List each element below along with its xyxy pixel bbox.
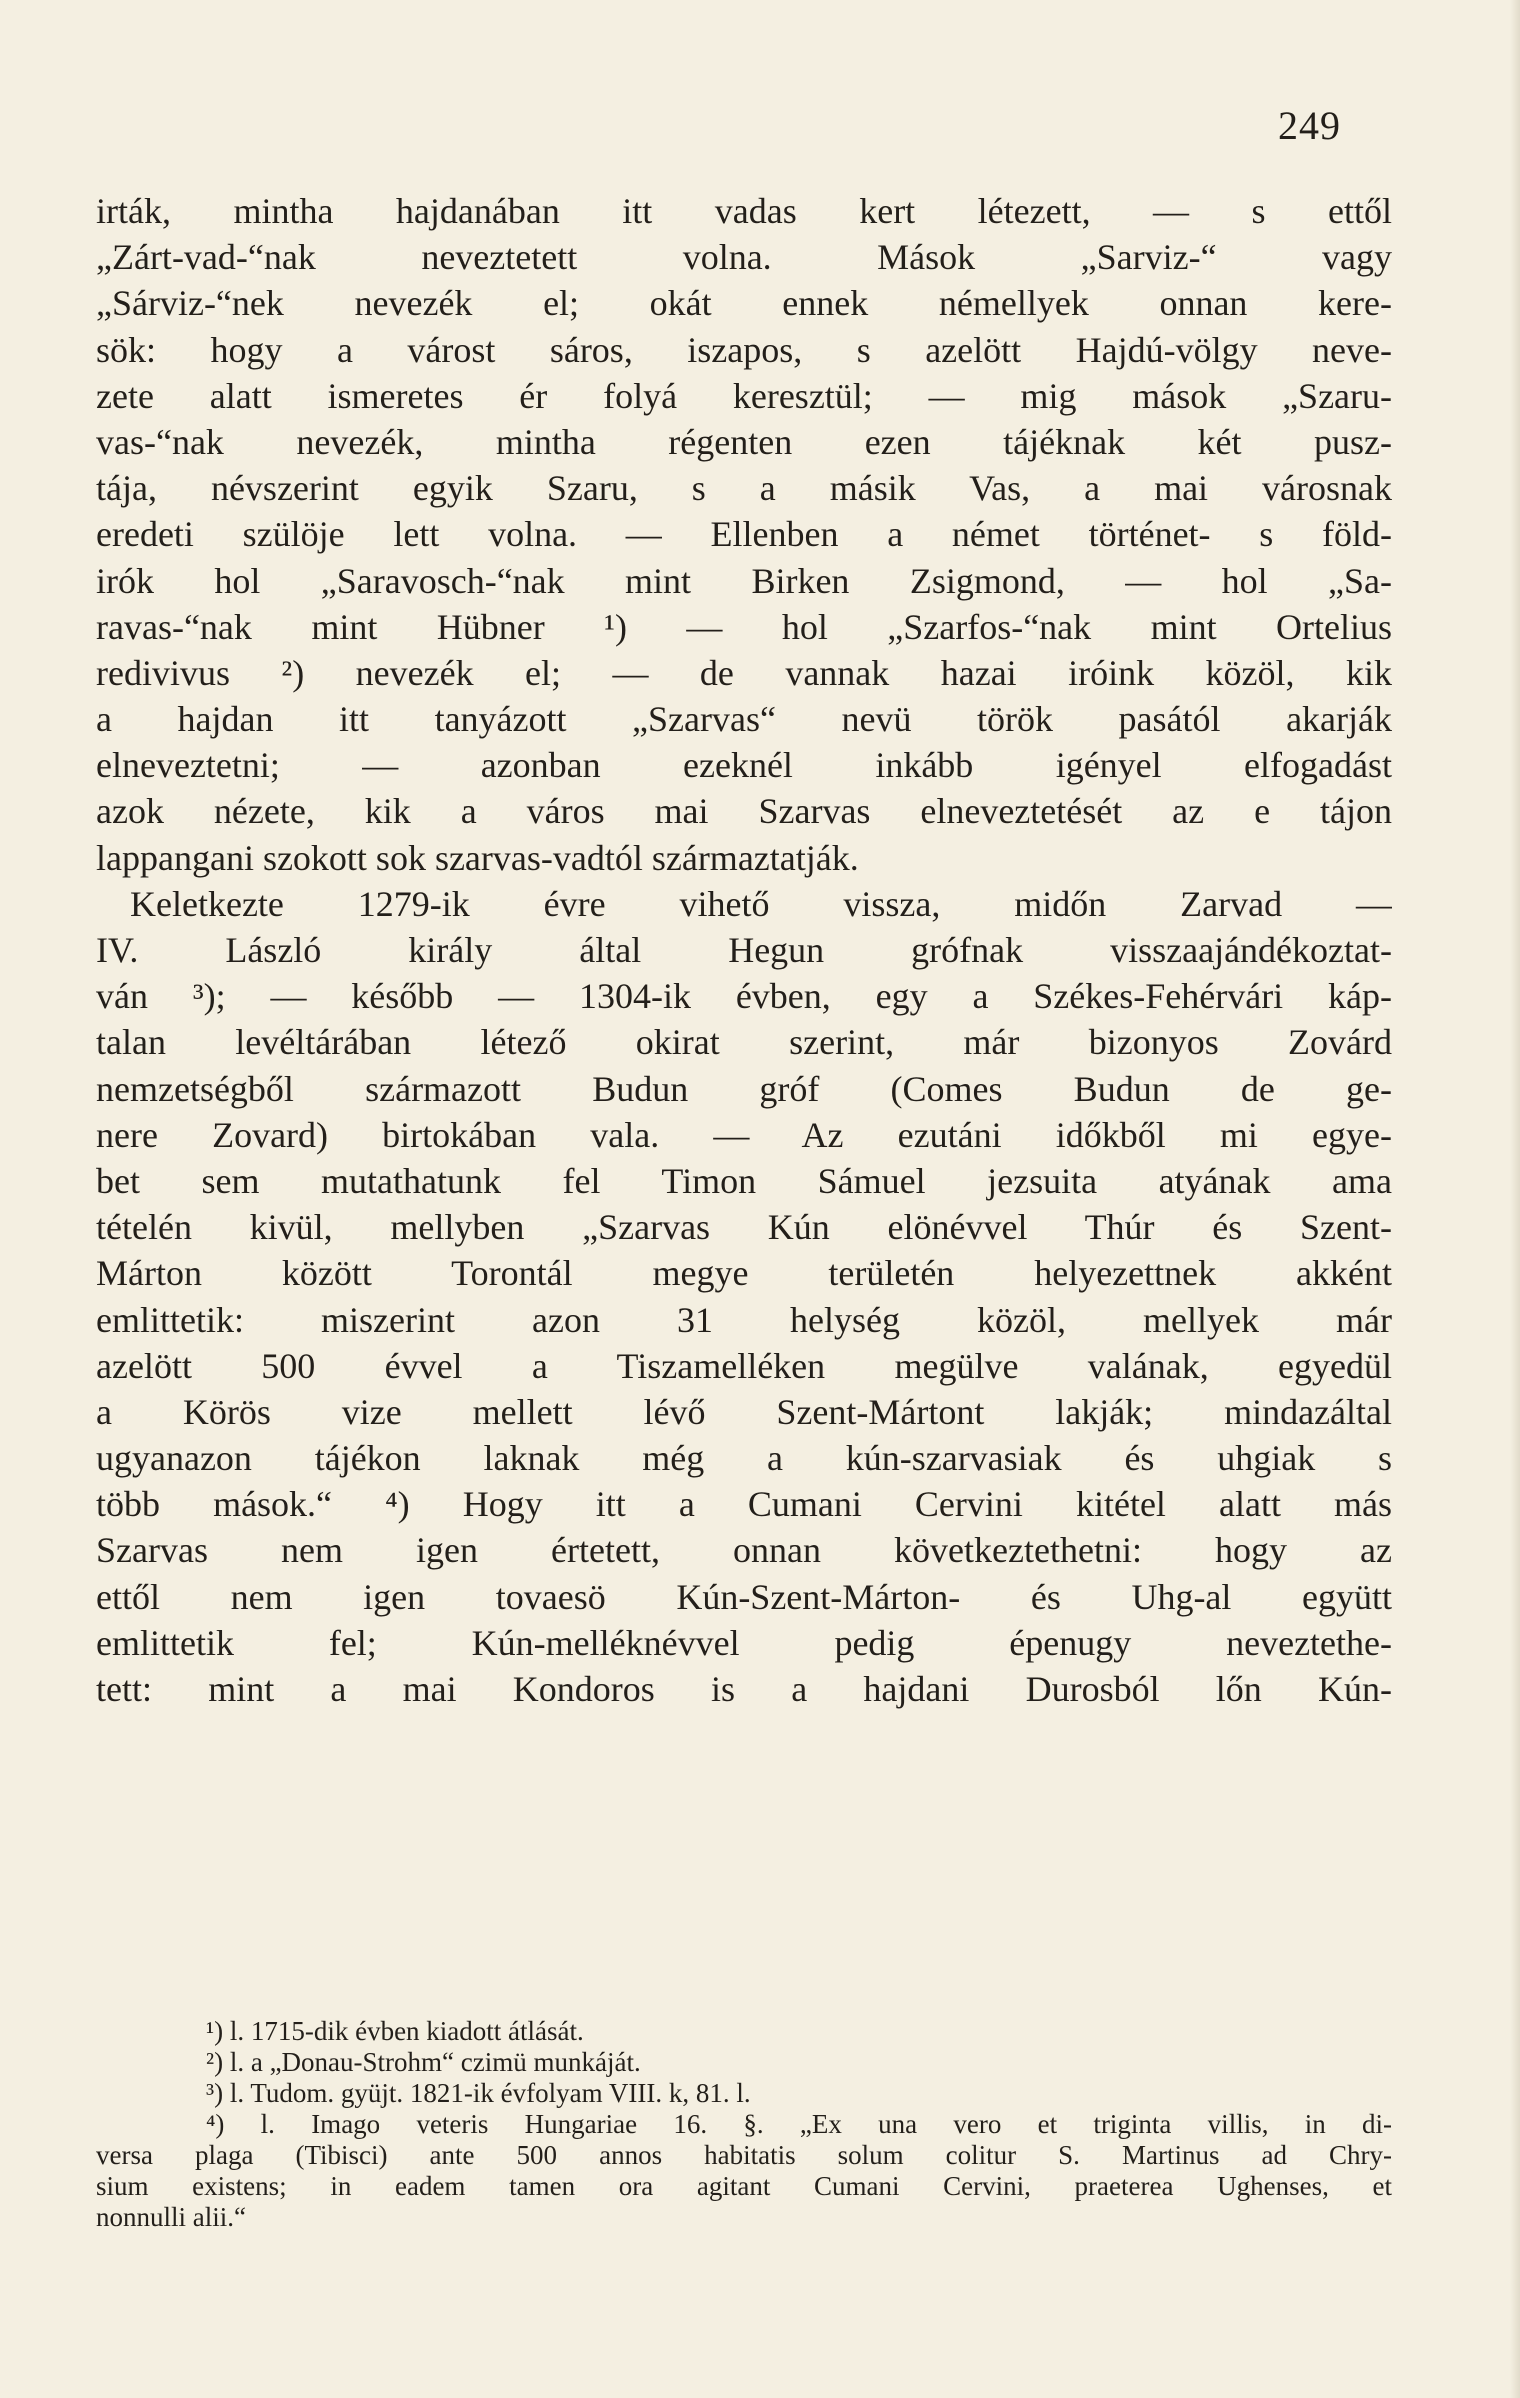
text-line: több mások.“ ⁴) Hogy itt a Cumani Cervini kitétel alatt más: [96, 1484, 1392, 1525]
text-line: emlittetik fel; Kún-melléknévvel pedig épenugy neveztethe-: [96, 1622, 1392, 1663]
text-line: talan levéltárában létező okirat szerint, már bizonyos Zovárd: [96, 1022, 1392, 1063]
text-line: eredeti szülöje lett volna. — Ellenben a német történet- s föld-: [96, 514, 1392, 555]
text-line: Márton között Torontál megye területén helyezettnek akként: [96, 1253, 1392, 1294]
text-line: tett: mint a mai Kondoros is a hajdani Durosból lőn Kún-: [96, 1669, 1392, 1709]
text-line: tételén kivül, mellyben „Szarvas Kún elönévvel Thúr és Szent-: [96, 1207, 1392, 1248]
footnote-1: ¹) l. 1715-dik évben kiadott átlását.: [206, 2016, 584, 2046]
text-line: emlittetik: miszerint azon 31 helység közöl, mellyek már: [96, 1299, 1392, 1340]
text-line: irók hol „Saravosch-“nak mint Birken Zsigmond, — hol „Sa-: [96, 560, 1392, 601]
text-line: a Körös vize mellett lévő Szent-Mártont lakják; mindazáltal: [96, 1391, 1392, 1432]
text-line: vas-“nak nevezék, mintha régenten ezen tájéknak két pusz-: [96, 421, 1392, 462]
text-line: tája, névszerint egyik Szaru, s a másik Vas, a mai városnak: [96, 468, 1392, 509]
text-line: ravas-“nak mint Hübner ¹) — hol „Szarfos-“nak mint Ortelius: [96, 606, 1392, 647]
text-line: „Sárviz-“nek nevezék el; okát ennek némellyek onnan kere-: [96, 283, 1392, 324]
text-line: ván ³); — később — 1304-ik évben, egy a Székes-Fehérvári káp-: [96, 976, 1392, 1017]
text-line: azelött 500 évvel a Tiszamelléken megülve valának, egyedül: [96, 1345, 1392, 1386]
text-line: ettől nem igen tovaesö Kún-Szent-Márton- és Uhg-al együtt: [96, 1576, 1392, 1617]
text-line: redivivus ²) nevezék el; — de vannak hazai iróink közöl, kik: [96, 652, 1392, 693]
text-line: Keletkezte 1279-ik évre vihető vissza, midőn Zarvad —: [130, 883, 1392, 924]
footnote-4-continued: versa plaga (Tibisci) ante 500 annos habitatis solum colitur S. Martinus ad Chry-: [96, 2140, 1392, 2170]
footnote-4: ⁴) l. Imago veteris Hungariae 16. §. „Ex una vero et triginta villis, in di-: [206, 2109, 1392, 2139]
text-line: „Zárt-vad-“nak neveztetett volna. Mások „Sarviz-“ vagy: [96, 237, 1392, 278]
text-line: a hajdan itt tanyázott „Szarvas“ nevü török pasától akarják: [96, 699, 1392, 740]
footnote-4-continued: nonnulli alii.“: [96, 2202, 246, 2232]
text-line: zete alatt ismeretes ér folyá keresztül; — mig mások „Szaru-: [96, 375, 1392, 416]
text-line: ugyanazon tájékon laknak még a kún-szarvasiak és uhgiak s: [96, 1438, 1392, 1479]
text-line: sök: hogy a várost sáros, iszapos, s azelött Hajdú-völgy neve-: [96, 329, 1392, 370]
footnote-3: ³) l. Tudom. gyüjt. 1821-ik évfolyam VIII. k, 81. l.: [206, 2078, 751, 2108]
text-line: elneveztetni; — azonban ezeknél inkább igényel elfogadást: [96, 745, 1392, 786]
page-edge-shadow: [1510, 0, 1520, 2398]
text-line: azok nézete, kik a város mai Szarvas elneveztetését az e tájon: [96, 791, 1392, 832]
text-line: Szarvas nem igen értetett, onnan következtethetni: hogy az: [96, 1530, 1392, 1571]
text-line: IV. László király által Hegun grófnak visszaajándékoztat-: [96, 930, 1392, 970]
text-line: nere Zovard) birtokában vala. — Az ezutáni időkből mi egye-: [96, 1114, 1392, 1155]
text-line: nemzetségből származott Budun gróf (Comes Budun de ge-: [96, 1068, 1392, 1109]
footnotes: [96, 2016, 1392, 2233]
footnote-4-continued: sium existens; in eadem tamen ora agitant Cumani Cervini, praeterea Ughenses, et: [96, 2171, 1392, 2201]
page-number: 249: [1278, 103, 1341, 148]
text-line: bet sem mutathatunk fel Timon Sámuel jezsuita atyának ama: [96, 1160, 1392, 1201]
text-line: lappangani szokott sok szarvas-vadtól származtatják.: [96, 837, 859, 878]
body-text: [96, 188, 1392, 1712]
text-line: irták, mintha hajdanában itt vadas kert létezett, — s ettől: [96, 191, 1392, 231]
footnote-2: ²) l. a „Donau-Strohm“ czimü munkáját.: [206, 2047, 641, 2077]
